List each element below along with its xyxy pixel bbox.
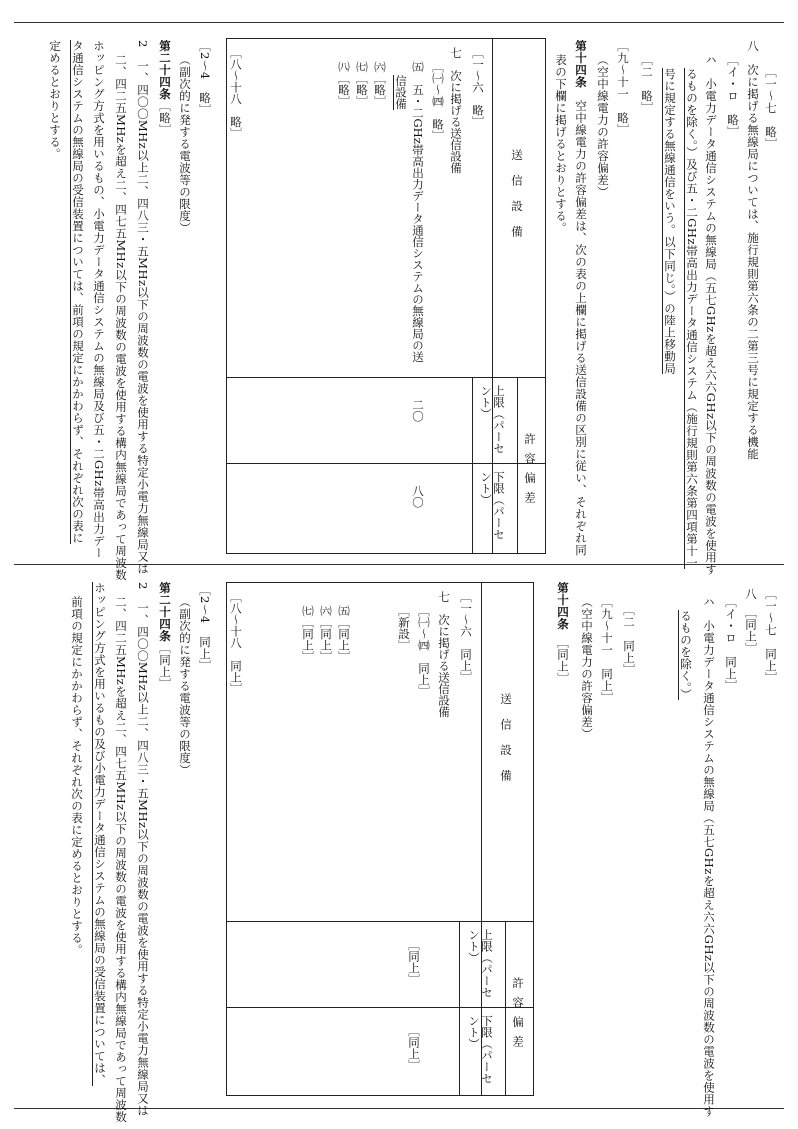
header-tolerance: 許容偏差: [511, 977, 525, 1055]
text-column: ハ 小電力データ通信システムの無線局（五七GHzを超え六六GHz以下の周波数の電波を使用す: [702, 596, 716, 1118]
row-text: 信設備: [394, 75, 408, 110]
article-body: ［略］: [158, 100, 172, 136]
article-heading-24: [158, 582, 171, 690]
text-column: ［イ・ロ 略］: [726, 54, 740, 138]
row-text: ［㈠～㈣ 同上］: [417, 605, 431, 697]
text-column: ［2～4 略］: [198, 40, 212, 116]
text-column: ［二 同上］: [622, 604, 636, 676]
header-upper: 上限（パーセント）: [467, 929, 494, 998]
text-column: 前項の規定にかかわらず、それぞれ次の表に定めるとおりとする。: [70, 596, 84, 956]
row-text: ㈦［略］: [355, 61, 369, 107]
text-column: ［一～七 同上］: [764, 588, 778, 684]
table-divider: [459, 921, 460, 1095]
text-column: ハ 小電力データ通信システムの無線局（五七GHzを超え六六GHz以下の周波数の電波を使用す: [704, 54, 718, 576]
upper-value: 二〇: [411, 399, 425, 422]
header-equipment: 送信設備: [499, 693, 513, 795]
table-divider: [472, 377, 473, 553]
row-text: 七 次に掲げる送信設備: [449, 47, 463, 174]
text-column: ［九～十一 略］: [616, 40, 630, 136]
table-divider: [227, 921, 533, 922]
table-divider: [517, 377, 518, 553]
row-text: ㈤ 五・二GHz帯高出力データ通信システムの無線局の送: [411, 61, 425, 363]
text-column: ［2～4 同上］: [198, 584, 212, 672]
text-column: 八 次に掲げる無線局については、施行規則第六条の二第三号に規定する機能: [746, 40, 760, 460]
article-number: 第二十四条: [158, 582, 172, 642]
text-column: 2 一、四〇〇MHz以上二、四八三・五MHz以下の周波数の電波を使用する特定小電力無線局又は: [136, 40, 150, 575]
row-text: ［一～六 同上］: [459, 591, 473, 683]
tolerance-table: [226, 582, 534, 1096]
article-heading-24: [158, 40, 171, 136]
header-equipment: 送信設備: [510, 149, 524, 251]
article-number: 第十四条: [574, 40, 588, 88]
text-column: 二、四二五MHzを超え二、四七五MHz以下の周波数の電波を使用する構内無線局であって周波数: [114, 596, 128, 1123]
text-column: るものを除く。）及び五・二GHz帯高出力データ通信システム（施行規則第六条第四項第十一: [685, 68, 699, 570]
text-column: ホッピング方式を用いるもの及び小電力データ通信システムの無線局の受信装置については、: [93, 582, 107, 1086]
bottom-rule: [14, 1108, 784, 1109]
header-lower: 下限（パーセント）: [467, 1015, 494, 1084]
row-text: 七 次に掲げる送信設備: [437, 591, 451, 718]
row-text: ［㈠～㈣ 略］: [431, 61, 445, 142]
text-column: 八 ［同上］: [744, 588, 758, 655]
row-text: ［新設］: [397, 605, 411, 651]
text-column: （空中線電力の許容偏差）: [596, 54, 610, 198]
header-tolerance: 許容偏差: [523, 433, 537, 511]
text-column: ホッピング方式を用いるもの、小電力データ通信システムの無線局及び五・二GHz帯高出力デー: [92, 40, 106, 559]
lower-value: 八〇: [411, 485, 425, 508]
table-divider: [227, 377, 545, 378]
row-text: ㈦［同上］: [301, 605, 315, 663]
text-column: ［二 略］: [640, 54, 654, 114]
current-text-section: [14, 564, 784, 1123]
text-column: （副次的に発する電波等の限度）: [178, 596, 192, 776]
article-body: ［同上］: [158, 642, 172, 690]
text-column: 定めるとおりとする。: [48, 40, 62, 160]
text-column: ［一～七 略］: [764, 66, 778, 150]
table-divider: [227, 1007, 533, 1008]
row-text: ㈥［同上］: [319, 605, 333, 663]
row-text: ㈤［同上］: [337, 605, 351, 663]
table-divider: [492, 39, 493, 40]
text-column: （副次的に発する電波等の限度）: [178, 54, 192, 234]
article-heading-14: [574, 40, 587, 556]
text-column: 号に規定する無線通信をいう。以下同じ。）の陸上移動局: [663, 68, 677, 375]
article-heading-14: [556, 582, 569, 684]
table-divider: [505, 921, 506, 1095]
text-column: 表の下欄に掲げるとおりとする。: [554, 54, 568, 234]
text-column: タ通信システムの無線局の受信装置については、前項の規定にかかわらず、それぞれ次の表に: [71, 40, 85, 544]
article-number: 第十四条: [556, 582, 570, 630]
article-body: ［同上］: [556, 630, 570, 685]
row-text: ［八～十八 略］: [229, 47, 243, 139]
text-column: ［九～十一 同上］: [600, 596, 614, 704]
upper-value: ［同上］: [407, 939, 421, 985]
text-column: 二、四二五MHzを超え二、四七五MHz以下の周波数の電波を使用する構内無線局であって周波数: [114, 54, 128, 581]
text-column: ［イ・ロ 同上］: [724, 596, 738, 692]
article-number: 第二十四条: [158, 40, 172, 100]
lower-value: ［同上］: [407, 1025, 421, 1071]
row-text: ［八～十八 同上］: [229, 591, 243, 695]
tolerance-table: [226, 38, 546, 554]
article-body: 空中線電力の許容偏差は、次の表の上欄に掲げる送信設備の区別に従い、それぞれ同: [574, 88, 588, 556]
text-column: 2 一、四〇〇MHz以上二、四八三・五MHz以下の周波数の電波を使用する特定小電力無線局又は: [136, 582, 150, 1117]
table-divider: [227, 463, 545, 464]
amended-text-section: [14, 22, 784, 581]
row-text: ㈥［略］: [373, 61, 387, 107]
header-upper: 上限（パーセント）: [479, 385, 506, 454]
text-column: （空中線電力の許容偏差）: [580, 596, 594, 740]
header-lower: 下限（パーセント）: [479, 471, 506, 540]
text-column: るものを除く。）: [679, 610, 693, 701]
row-text: ㈧［略］: [337, 61, 351, 107]
row-text: ［一～六 略］: [471, 47, 485, 128]
